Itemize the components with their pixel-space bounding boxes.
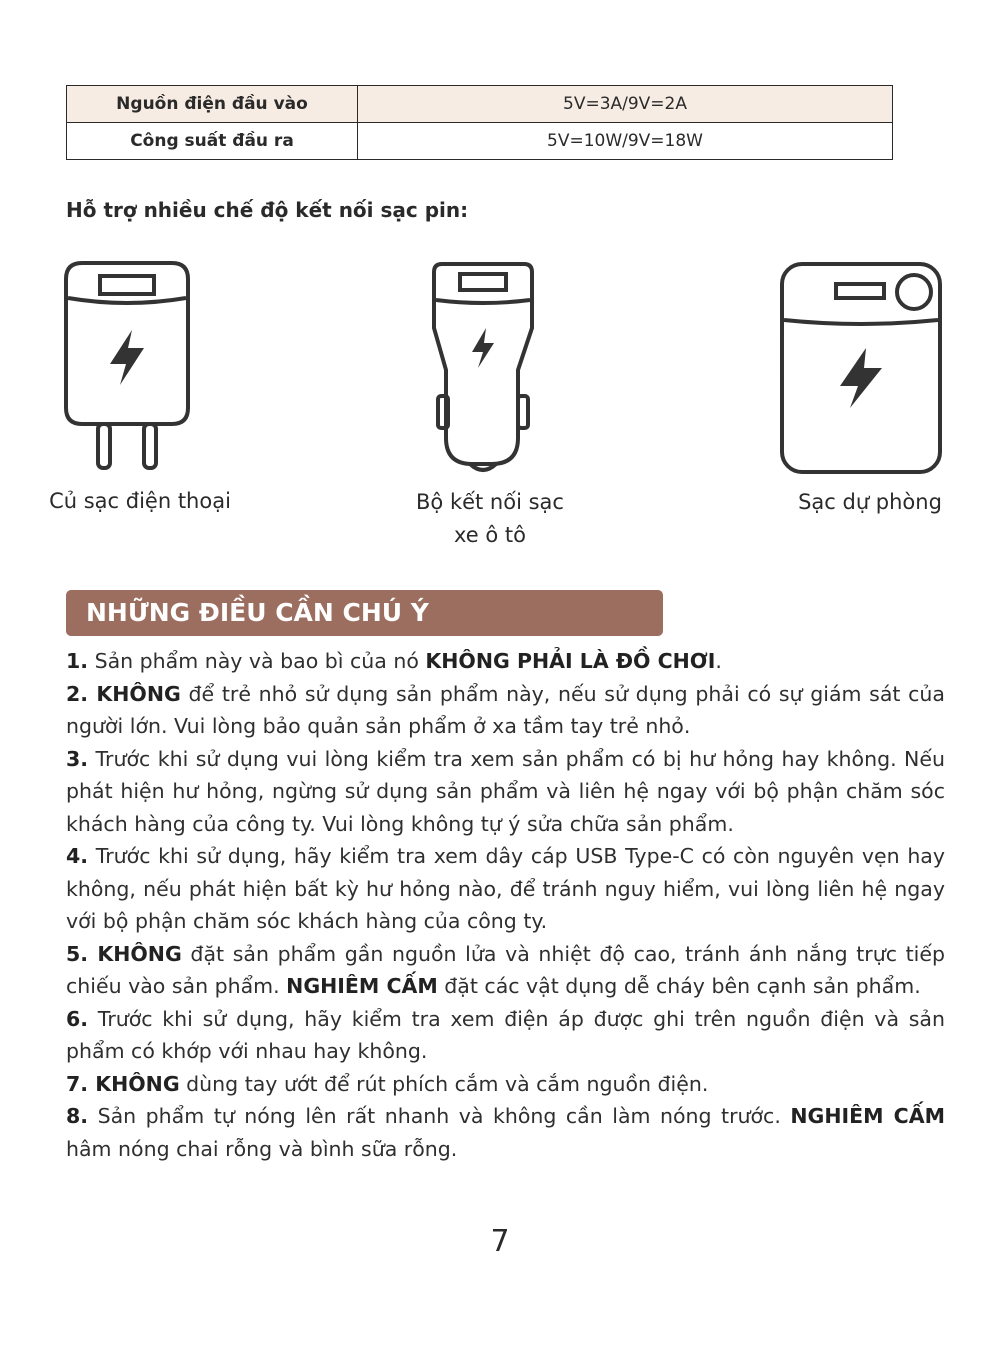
- note-text: .: [715, 649, 722, 673]
- notes-title-banner: NHỮNG ĐIỀU CẦN CHÚ Ý: [66, 590, 663, 636]
- note-item: [66, 840, 945, 938]
- device-caption-line: xe ô tô: [454, 523, 526, 547]
- spec-value: 5V=3A/9V=2A: [358, 86, 893, 123]
- note-number: 2. KHÔNG: [66, 681, 181, 706]
- note-text: Trước khi sử dụng, hãy kiểm tra xem điện áp được ghi trên nguồn điện và sản phẩm có khớp với nhau hay không.: [66, 1006, 945, 1063]
- note-item: [66, 645, 945, 678]
- note-emphasis: NGHIÊM CẤM: [286, 974, 438, 998]
- support-heading: Hỗ trợ nhiều chế độ kết nối sạc pin:: [66, 198, 469, 222]
- notes-list: [66, 645, 945, 1165]
- note-item: [66, 1100, 945, 1165]
- note-item: [66, 1068, 945, 1101]
- device-caption: Sạc dự phòng: [798, 490, 942, 514]
- spec-label: Công suất đầu ra: [67, 123, 358, 160]
- note-item: [66, 743, 945, 841]
- spec-row: [67, 86, 893, 123]
- note-text: Sản phẩm này và bao bì của nó: [88, 649, 426, 673]
- note-text: dùng tay ướt để rút phích cắm và cắm nguồn điện.: [179, 1071, 709, 1096]
- device-caption: Củ sạc điện thoại: [49, 489, 231, 513]
- note-text: Sản phẩm tự nóng lên rất nhanh và không cần làm nóng trước.: [88, 1104, 791, 1128]
- note-text: đặt sản phẩm gần nguồn lửa và nhiệt độ cao, tránh ánh nắng trực tiếp chiếu vào sản phẩm.: [66, 941, 945, 998]
- spec-table: [66, 85, 893, 160]
- note-text: để trẻ nhỏ sử dụng sản phẩm này, nếu sử dụng phải có sự giám sát của người lớn. Vui lòng bảo quản sản phẩm ở xa tầm tay trẻ nhỏ.: [66, 681, 945, 738]
- power-bank-icon: [778, 260, 944, 476]
- page-number: 7: [490, 1224, 510, 1259]
- note-text: Trước khi sử dụng, hãy kiểm tra xem dây cáp USB Type-C có còn nguyên vẹn hay không, nếu phát hiện bất kỳ hư hỏng nào, để tránh nguy hiểm, vui lòng liên hệ ngay với bộ phận chăm sóc khách hàng của công ty.: [66, 844, 945, 933]
- device-caption-line: Bộ kết nối sạc: [416, 490, 564, 514]
- note-item: [66, 1003, 945, 1068]
- spec-value: 5V=10W/9V=18W: [358, 123, 893, 160]
- note-emphasis: KHÔNG PHẢI LÀ ĐỒ CHƠI: [425, 649, 716, 673]
- spec-row: [67, 123, 893, 160]
- spec-label: Nguồn điện đầu vào: [67, 86, 358, 123]
- note-emphasis: NGHIÊM CẤM: [790, 1104, 945, 1128]
- note-number: 5. KHÔNG: [66, 941, 182, 966]
- device-caption: [390, 486, 590, 552]
- note-text: Trước khi sử dụng vui lòng kiểm tra xem sản phẩm có bị hư hỏng hay không. Nếu phát hiện hư hỏng, ngừng sử dụng sản phẩm và liên hệ ngay với bộ phận chăm sóc khách hàng của công ty. Vui lòng không tự ý sửa chữa sản phẩm.: [66, 746, 945, 836]
- note-text: hâm nóng chai rỗng và bình sữa rỗng.: [66, 1136, 458, 1161]
- note-item: [66, 938, 945, 1003]
- car-charger-icon: [432, 260, 542, 478]
- note-item: [66, 678, 945, 743]
- note-number: 1.: [66, 649, 89, 673]
- note-number: 8.: [66, 1104, 89, 1128]
- note-number: 3.: [66, 746, 89, 771]
- wall-charger-icon: [62, 258, 192, 473]
- note-text: đặt các vật dụng dễ cháy bên cạnh sản phẩm.: [437, 974, 921, 998]
- note-number: 7. KHÔNG: [66, 1071, 180, 1096]
- note-number: 4.: [66, 844, 89, 868]
- note-number: 6.: [66, 1006, 89, 1031]
